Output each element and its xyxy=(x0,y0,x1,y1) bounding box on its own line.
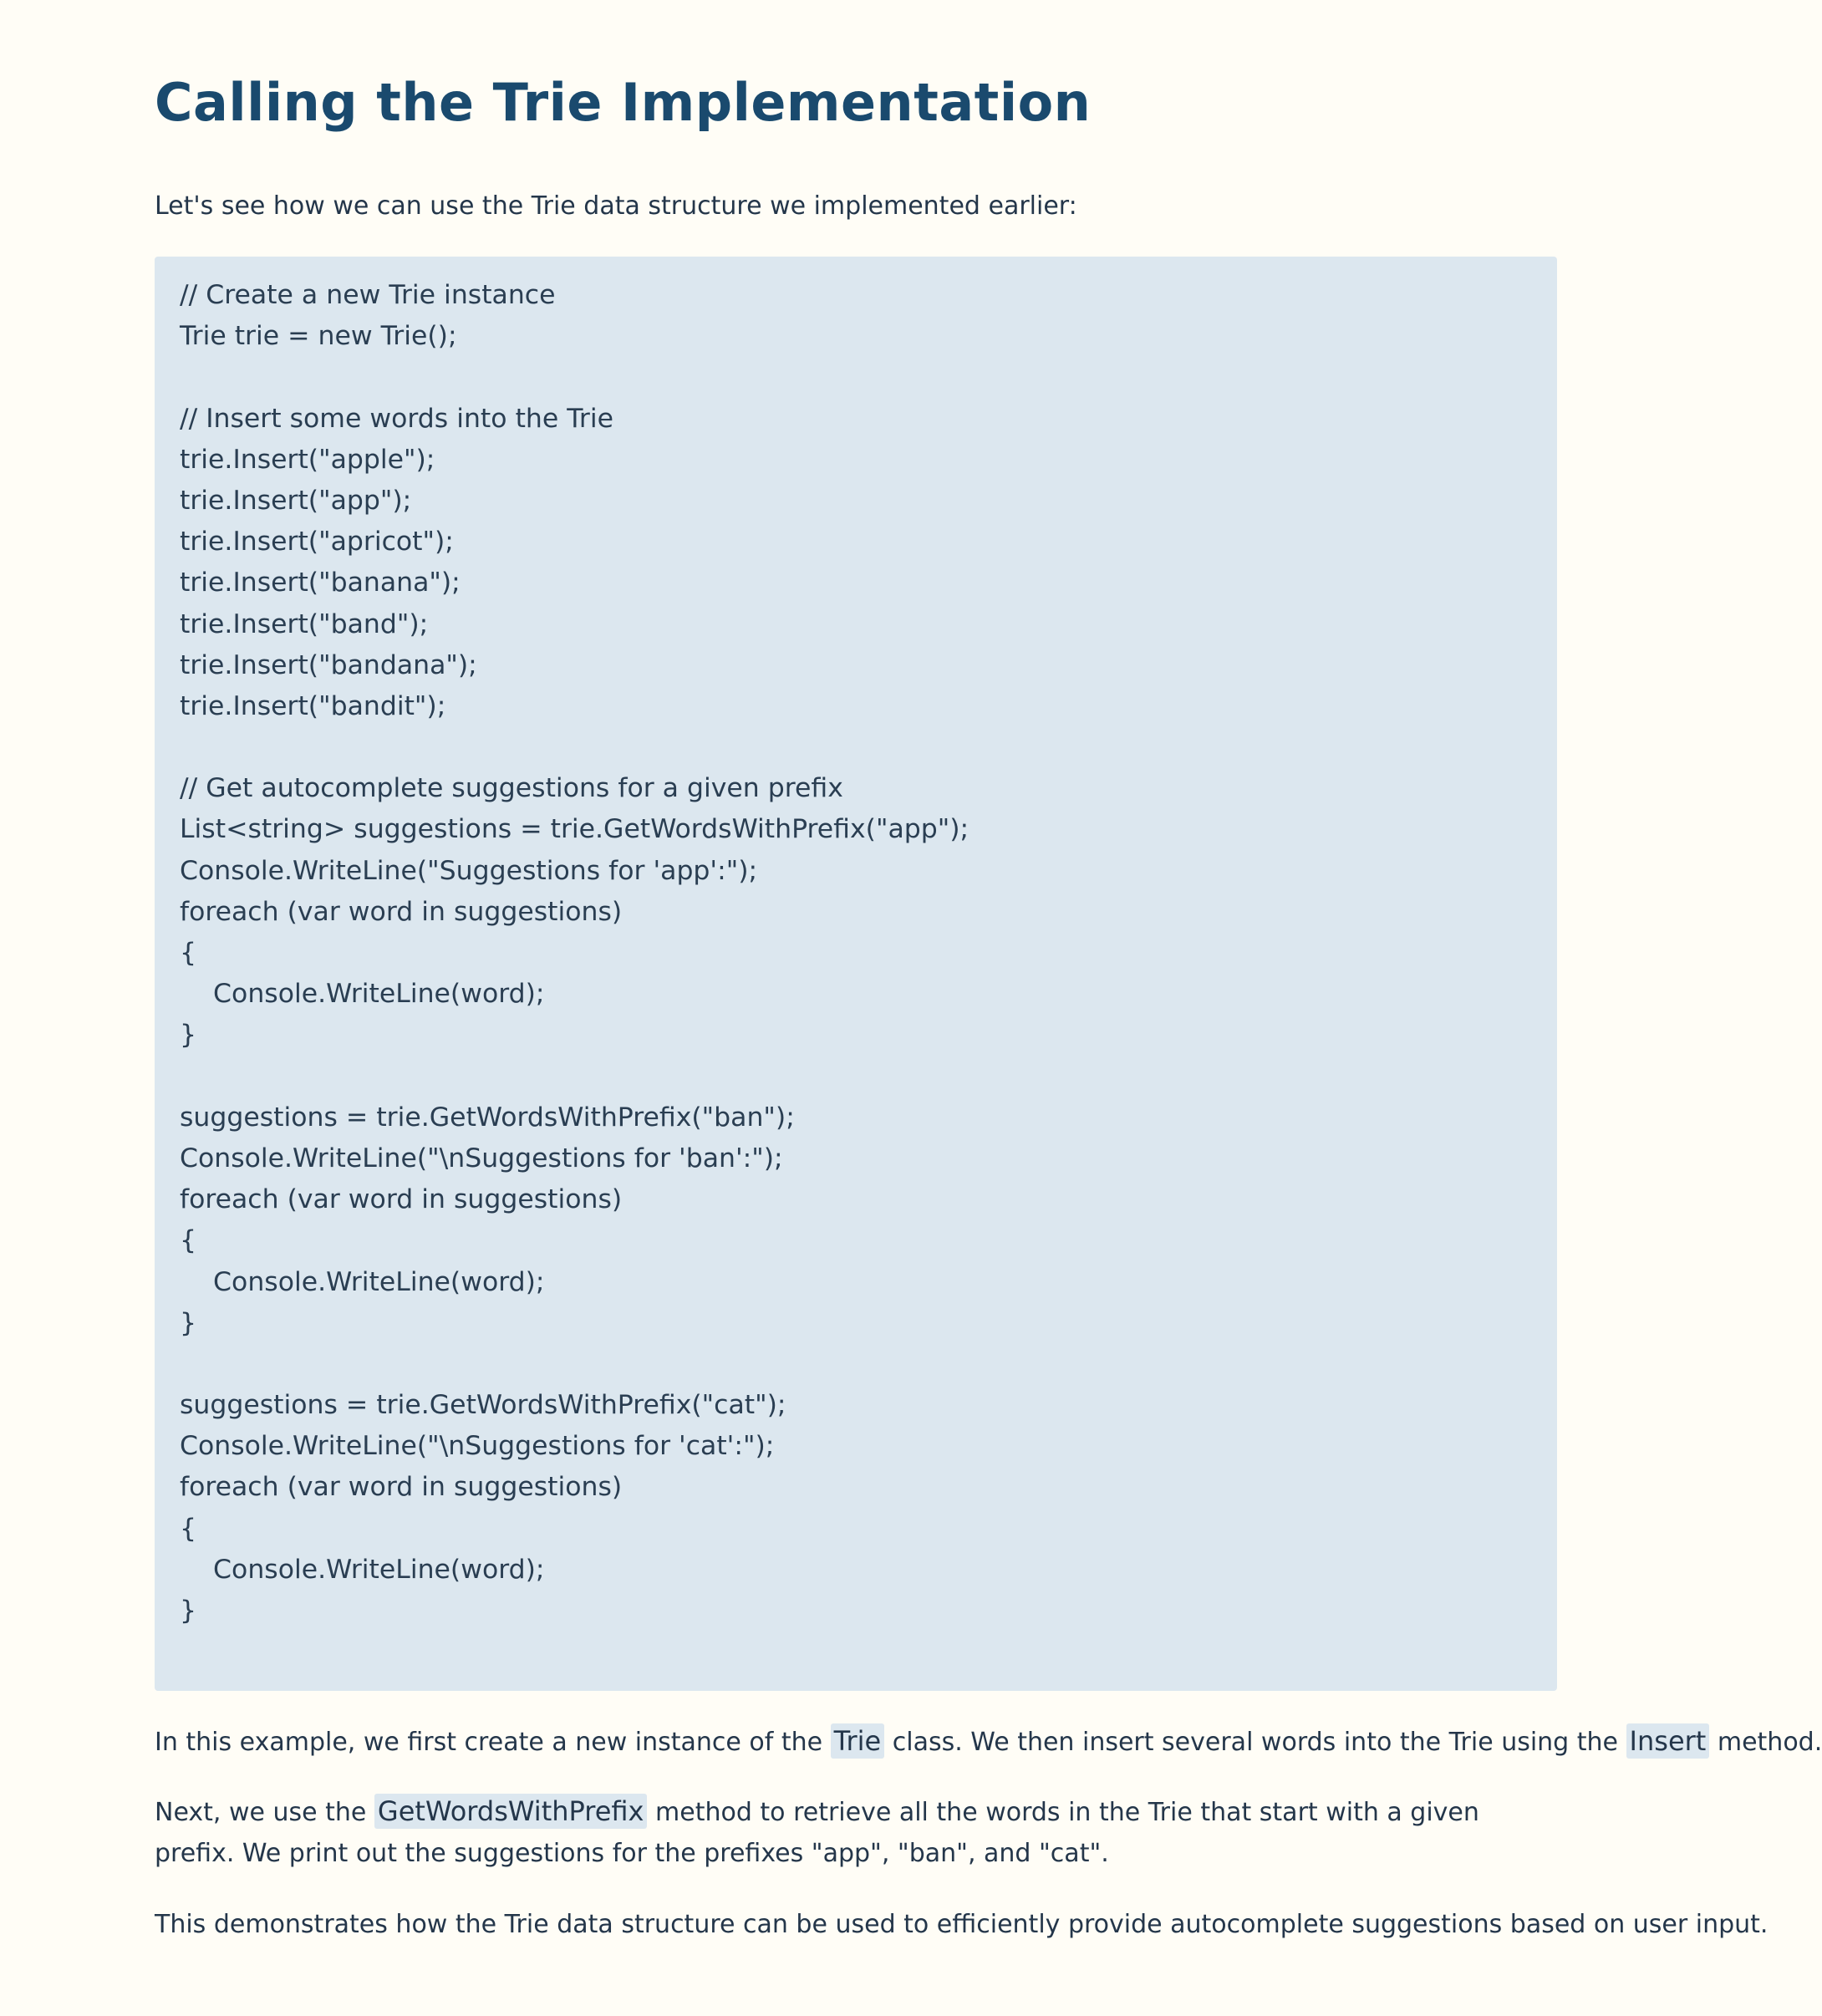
code-line xyxy=(180,357,1532,398)
code-line: // Insert some words into the Trie xyxy=(180,403,613,434)
code-line: List<string> suggestions = trie.GetWordsWithPrefix("app"); xyxy=(180,814,970,845)
code-line: suggestions = trie.GetWordsWithPrefix("cat"); xyxy=(180,1390,786,1421)
explanation-paragraph-1 xyxy=(155,1721,1822,1763)
inline-code-getwordswithprefix: GetWordsWithPrefix xyxy=(374,1794,648,1829)
code-line: } xyxy=(180,1020,197,1051)
code-line: trie.Insert("app"); xyxy=(180,485,412,516)
code-line xyxy=(180,1056,1532,1097)
code-line: { xyxy=(180,1225,197,1256)
code-line: Console.WriteLine(word); xyxy=(180,979,545,1010)
code-line: trie.Insert("band"); xyxy=(180,608,429,639)
intro-paragraph: Let's see how we can use the Trie data structure we implemented earlier: xyxy=(155,191,1077,221)
paragraph-text: Next, we use the xyxy=(155,1798,374,1827)
explanation-paragraph-3: This demonstrates how the Trie data structure can be used to efficiently provide autocomplete suggestions based on user input. xyxy=(155,1910,1769,1939)
code-line: // Get autocomplete suggestions for a given prefix xyxy=(180,773,843,804)
code-block xyxy=(155,257,1557,1691)
code-line: } xyxy=(180,1307,197,1338)
code-line: trie.Insert("banana"); xyxy=(180,568,461,598)
paragraph-text: method. xyxy=(1709,1728,1822,1757)
code-line: trie.Insert("bandit"); xyxy=(180,690,446,721)
code-line: foreach (var word in suggestions) xyxy=(180,896,623,927)
code-line: // Create a new Trie instance xyxy=(180,280,556,310)
code-line: Console.WriteLine("Suggestions for 'app':"); xyxy=(180,855,758,886)
paragraph-text: class. We then insert several words into the Trie using the xyxy=(884,1728,1626,1757)
code-line: Console.WriteLine("\nSuggestions for 'ban':"); xyxy=(180,1143,783,1173)
code-line: trie.Insert("bandana"); xyxy=(180,649,477,680)
code-line: } xyxy=(180,1596,197,1626)
paragraph-text: method to retrieve all the words in the Trie that start with a given prefix. We print out the suggestions for the prefixes "app", "ban", and "cat". xyxy=(155,1798,1479,1868)
page-title: Calling the Trie Implementation xyxy=(155,72,1092,133)
inline-code-insert: Insert xyxy=(1626,1723,1710,1759)
code-line xyxy=(180,727,1532,768)
code-line: Console.WriteLine(word); xyxy=(180,1266,545,1297)
code-line: { xyxy=(180,1513,197,1544)
code-line: suggestions = trie.GetWordsWithPrefix("ban"); xyxy=(180,1102,795,1133)
code-line: Console.WriteLine("\nSuggestions for 'cat':"); xyxy=(180,1431,775,1462)
code-line xyxy=(180,1344,1532,1385)
code-line: foreach (var word in suggestions) xyxy=(180,1184,623,1215)
paragraph-text: In this example, we first create a new instance of the xyxy=(155,1728,831,1757)
inline-code-trie: Trie xyxy=(831,1723,885,1759)
code-line: { xyxy=(180,938,197,968)
code-line: Trie trie = new Trie(); xyxy=(180,321,457,352)
code-line: trie.Insert("apricot"); xyxy=(180,527,454,557)
code-line: foreach (var word in suggestions) xyxy=(180,1472,623,1503)
code-line: Console.WriteLine(word); xyxy=(180,1554,545,1585)
code-line: trie.Insert("apple"); xyxy=(180,444,435,475)
explanation-paragraph-2 xyxy=(155,1791,1557,1874)
